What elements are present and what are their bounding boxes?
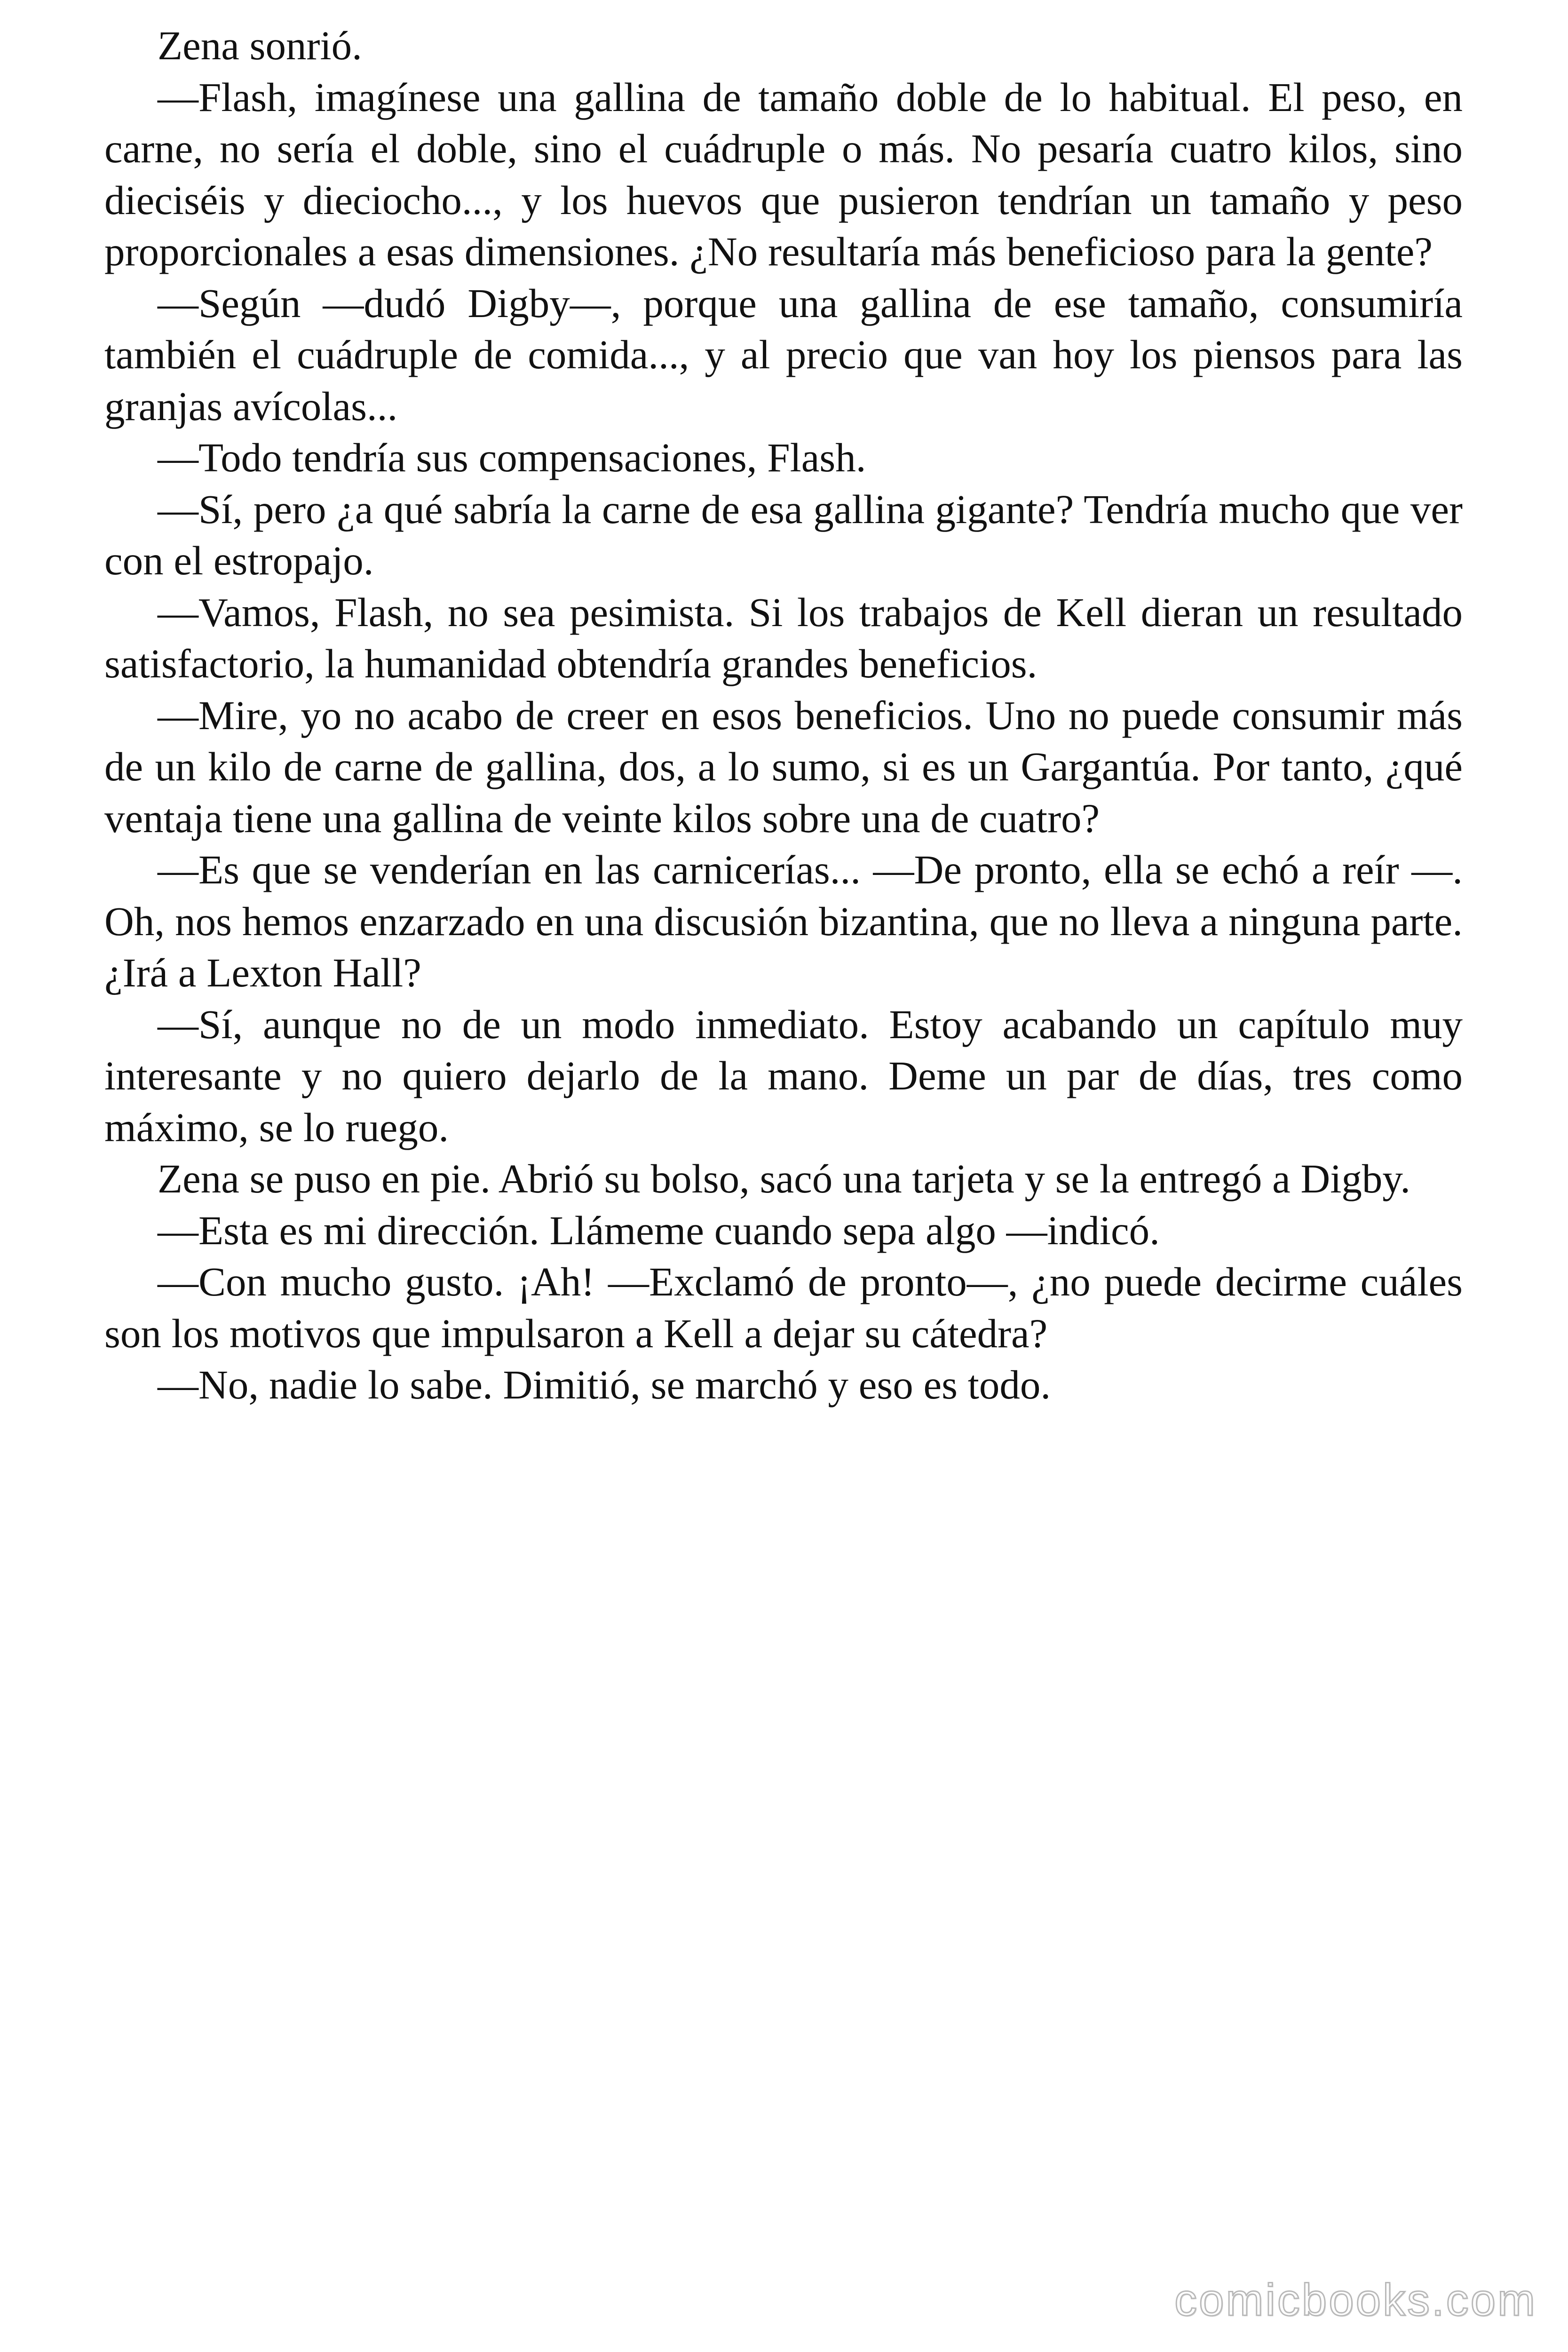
paragraph: —No, nadie lo sabe. Dimitió, se marchó y eso es todo. [158,1362,1051,1407]
paragraph: —Todo tendría sus compensaciones, Flash. [158,435,866,480]
paragraph: —Con mucho gusto. ¡Ah! —Exclamó de pronto—, ¿no puede decirme cuáles son los motivos que impulsaron a Kell a dejar su cátedra? [104,1259,1463,1356]
paragraph: —Flash, imagínese una gallina de tamaño doble de lo habitual. El peso, en carne, no sería el doble, sino el cuádruple o más. No pesaría cuatro kilos, sino dieciséis y dieciocho..., y los huevos que pusieron tendrían un tamaño y peso proporcionales a esas dimensiones. ¿No resultaría más beneficioso para la gente? [104,74,1463,274]
paragraph: —Según —dudó Digby—, porque una gallina de ese tamaño, consumiría también el cuádruple de comida..., y al precio que van hoy los piensos para las granjas avícolas... [104,280,1463,429]
paragraph: —Vamos, Flash, no sea pesimista. Si los trabajos de Kell dieran un resultado satisfactorio, la humanidad obtendría grandes beneficios. [104,589,1463,686]
paragraph: Zena sonrió. [158,23,362,68]
watermark: comicbooks.com [1174,2275,1537,2325]
paragraph: —Es que se venderían en las carnicerías... —De pronto, ella se echó a reír —. Oh, nos hemos enzarzado en una discusión bizantina, que no lleva a ninguna parte. ¿Irá a Lexton Hall? [104,847,1463,995]
paragraph: —Esta es mi dirección. Llámeme cuando sepa algo —indicó. [158,1207,1160,1253]
paragraph: —Sí, aunque no de un modo inmediato. Estoy acabando un capítulo muy interesante y no quiero dejarlo de la mano. Deme un par de días, tres como máximo, se lo ruego. [104,1001,1463,1150]
paragraph: —Mire, yo no acabo de creer en esos beneficios. Uno no puede consumir más de un kilo de carne de gallina, dos, a lo sumo, si es un Gargantúa. Por tanto, ¿qué ventaja tiene una gallina de veinte kilos sobre una de cuatro? [104,692,1463,841]
paragraph: Zena se puso en pie. Abrió su bolso, sacó una tarjeta y se la entregó a Digby. [158,1156,1411,1201]
paragraph: —Sí, pero ¿a qué sabría la carne de esa gallina gigante? Tendría mucho que ver con el estropajo. [104,486,1463,583]
body-text [104,20,1463,1411]
